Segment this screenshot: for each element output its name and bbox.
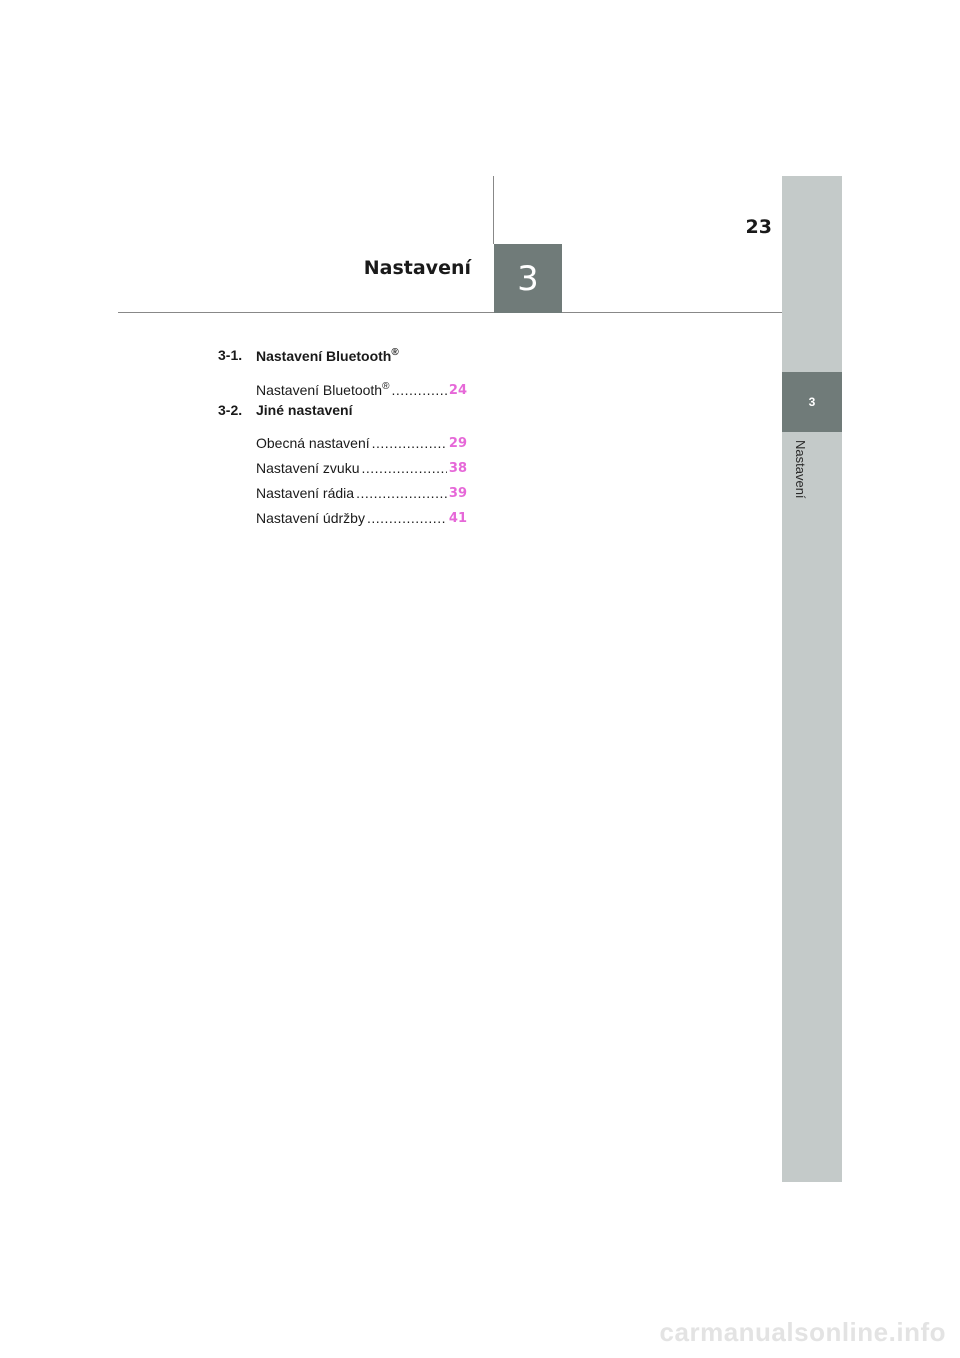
registered-mark: ® [391, 347, 399, 358]
toc-leader-dots [372, 435, 447, 451]
watermark: carmanualsonline.info [659, 1317, 946, 1347]
toc-leader-dots [362, 460, 447, 476]
side-chapter-label: Nastavení [793, 440, 808, 499]
toc-page-link[interactable]: 41 [448, 511, 467, 526]
toc-section-title [256, 347, 399, 364]
header-vertical-rule [493, 176, 494, 244]
table-of-contents [218, 343, 478, 526]
header-horizontal-rule [118, 312, 782, 313]
toc-page-link[interactable]: 39 [448, 486, 467, 501]
toc-entry-label: Obecná nastavení [256, 435, 370, 451]
toc-leader-dots [367, 510, 447, 526]
toc-page-link[interactable]: 29 [448, 436, 467, 451]
toc-entry-label [256, 381, 389, 398]
toc-leader-dots [356, 485, 447, 501]
toc-entry-label: Nastavení rádia [256, 485, 355, 501]
toc-entry[interactable] [256, 451, 467, 476]
registered-mark: ® [382, 381, 390, 392]
chapter-title: Nastavení [363, 257, 471, 279]
toc-section-heading [218, 398, 478, 422]
side-chapter-tab[interactable]: 3 [782, 372, 842, 432]
toc-section-number: 3-2. [218, 402, 243, 418]
toc-entry[interactable] [256, 426, 467, 451]
toc-section-title: Jiné nastavení [256, 402, 353, 418]
toc-entry-label: Nastavení zvuku [256, 460, 360, 476]
toc-page-link[interactable]: 24 [448, 383, 467, 398]
toc-page-link[interactable]: 38 [448, 461, 467, 476]
toc-leader-dots [391, 382, 446, 398]
toc-entry[interactable] [256, 501, 467, 526]
side-strip [782, 176, 842, 1182]
toc-section-number: 3-1. [218, 347, 243, 363]
toc-entry-label: Nastavení údržby [256, 510, 365, 526]
toc-entry[interactable] [256, 476, 467, 501]
toc-entry[interactable] [256, 373, 467, 398]
chapter-number-box: 3 [494, 244, 562, 313]
toc-section-title-text: Nastavení Bluetooth [256, 348, 392, 364]
toc-section-heading [218, 343, 478, 367]
page-number: 23 [745, 216, 772, 238]
toc-entry-label-text: Nastavení Bluetooth [256, 382, 383, 398]
